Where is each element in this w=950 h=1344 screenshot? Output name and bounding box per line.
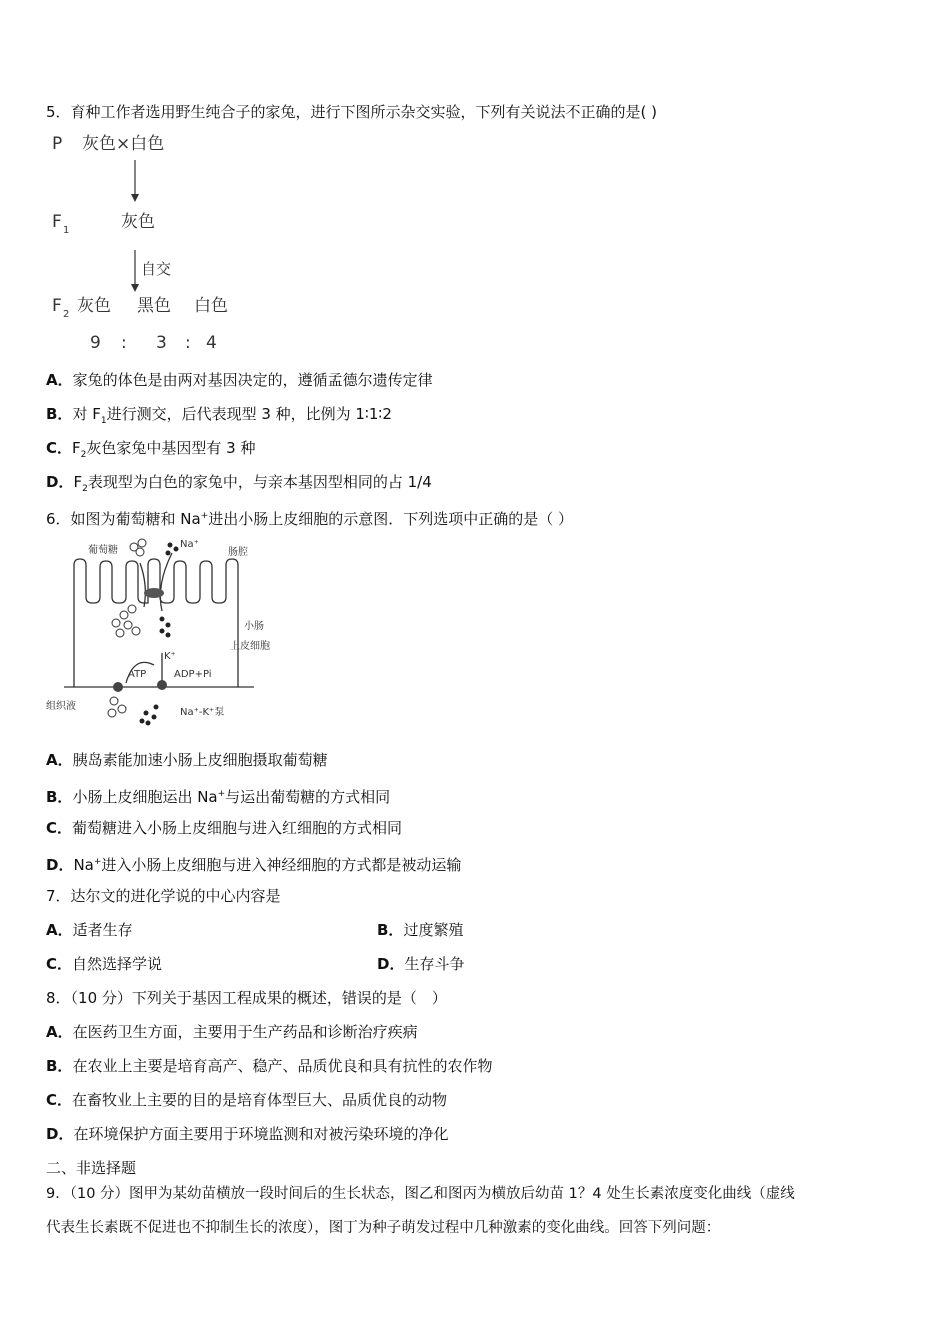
na-k-pump-icon bbox=[157, 680, 167, 690]
pump-label: Na⁺-K⁺泵 bbox=[180, 707, 225, 718]
option-letter: D． bbox=[46, 856, 74, 874]
ratio-9: 9 bbox=[90, 333, 101, 353]
q9-line-2: 代表生长素既不促进也不抑制生长的浓度），图丁为种子萌发过程中几种激素的变化曲线。回答下列问题： bbox=[46, 1220, 721, 1236]
ratio-sep-1: : bbox=[121, 333, 127, 353]
option-letter: C． bbox=[46, 1091, 73, 1109]
option-text-rest: 进行测交，后代表现型 3 种，比例为 1∶1∶2 bbox=[106, 405, 392, 423]
superscript: + bbox=[93, 857, 102, 867]
option-text: 葡萄糖进入小肠上皮细胞与进入红细胞的方式相同 bbox=[72, 819, 403, 837]
q7-stem: 7．达尔文的进化学说的中心内容是 bbox=[46, 887, 281, 905]
q6-option-b[interactable] bbox=[46, 784, 390, 807]
option-text-rest: 表现型为白色的家兔中，与亲本基因型相同的占 1/4 bbox=[87, 473, 432, 491]
stem-text: 6．如图为葡萄糖和 Na bbox=[46, 510, 201, 528]
arrow-head-2 bbox=[131, 284, 139, 292]
f2-sub: 2 bbox=[63, 309, 70, 320]
q8-stem: 8．（10 分）下列关于基因工程成果的概述，错误的是（ ） bbox=[46, 989, 447, 1007]
q7-option-a[interactable] bbox=[46, 920, 133, 940]
option-letter: B． bbox=[46, 1057, 73, 1075]
k-label: K⁺ bbox=[164, 651, 176, 662]
glucose-carrier-icon bbox=[113, 682, 123, 692]
option-text: F bbox=[72, 439, 81, 457]
f2-phenotype-white: 白色 bbox=[194, 296, 228, 316]
p-label: P bbox=[52, 134, 63, 154]
f1-phenotype: 灰色 bbox=[121, 212, 155, 232]
option-text: 自然选择学说 bbox=[72, 955, 163, 973]
option-letter: C． bbox=[46, 955, 73, 973]
option-letter: B． bbox=[46, 788, 73, 806]
option-letter: A． bbox=[46, 371, 73, 389]
q8-option-c[interactable] bbox=[46, 1090, 447, 1110]
q6-option-a[interactable] bbox=[46, 750, 328, 770]
q8-option-b[interactable] bbox=[46, 1056, 492, 1076]
option-text: 适者生存 bbox=[72, 921, 133, 939]
adp-label: ADP+Pi bbox=[174, 669, 212, 680]
option-letter: B． bbox=[377, 921, 404, 939]
option-text: 小肠上皮细胞运出 Na bbox=[72, 788, 218, 806]
p-cross: 灰色×白色 bbox=[82, 134, 165, 154]
atp-label: ATP bbox=[128, 669, 147, 680]
q9-line-1: 9．（10 分）图甲为某幼苗横放一段时间后的生长状态，图乙和图丙为横放后幼苗 1？4 处生长素浓度变化曲线（虚线 bbox=[46, 1186, 795, 1202]
glucose-arrow bbox=[140, 563, 145, 607]
subscript: 2 bbox=[82, 484, 88, 494]
superscript: + bbox=[200, 511, 209, 521]
q5-option-c[interactable] bbox=[46, 438, 255, 465]
option-text-rest: 灰色家兔中基因型有 3 种 bbox=[86, 439, 256, 457]
option-letter: D． bbox=[46, 1125, 74, 1143]
tissue-fluid-label: 组织液 bbox=[46, 701, 76, 712]
option-text: 在农业上主要是培育高产、稳产、品质优良和具有抗性的农作物 bbox=[72, 1057, 493, 1075]
subscript: 2 bbox=[80, 450, 87, 460]
apical-membrane bbox=[74, 559, 238, 687]
option-text: 在医药卫生方面，主要用于生产药品和诊断治疗疾病 bbox=[72, 1023, 418, 1041]
q6-option-d[interactable] bbox=[46, 852, 461, 875]
ratio-sep-2: : bbox=[185, 333, 191, 353]
option-letter: D． bbox=[377, 955, 405, 973]
q6-stem bbox=[46, 506, 573, 529]
arrow-head-1 bbox=[131, 194, 139, 202]
glucose-label: 葡萄糖 bbox=[88, 545, 118, 556]
option-text: F bbox=[73, 473, 83, 491]
subscript: 1 bbox=[100, 416, 107, 426]
na-label: Na⁺ bbox=[180, 539, 199, 550]
q7-option-c[interactable] bbox=[46, 954, 162, 974]
option-letter: A． bbox=[46, 751, 73, 769]
f2-phenotype-black: 黑色 bbox=[137, 296, 171, 316]
option-text-rest: 与运出葡萄糖的方式相同 bbox=[225, 788, 391, 806]
self-cross-label: 自交 bbox=[141, 260, 172, 278]
f1-sub: 1 bbox=[63, 225, 70, 236]
cell-label-1: 小肠 bbox=[244, 621, 264, 632]
option-letter: C． bbox=[46, 439, 73, 457]
option-text: 对 F bbox=[72, 405, 101, 423]
f2-phenotype-gray: 灰色 bbox=[77, 296, 111, 316]
section-heading: 二、非选择题 bbox=[46, 1159, 137, 1177]
option-text: 生存斗争 bbox=[404, 955, 465, 973]
f2-label: F bbox=[52, 296, 62, 316]
q5-option-d[interactable] bbox=[46, 472, 432, 499]
q6-option-c[interactable] bbox=[46, 818, 402, 838]
f1-label: F bbox=[52, 212, 62, 232]
option-text-rest: 进入小肠上皮细胞与进入神经细胞的方式都是被动运输 bbox=[101, 856, 462, 874]
q5-stem: 5．育种工作者选用野生纯合子的家兔，进行下图所示杂交实验，下列有关说法不正确的是( ) bbox=[46, 103, 658, 121]
option-letter: C． bbox=[46, 819, 73, 837]
option-letter: B． bbox=[46, 405, 73, 423]
option-text: 在环境保护方面主要用于环境监测和对被污染环境的净化 bbox=[73, 1125, 449, 1143]
option-text: 在畜牧业上主要的目的是培育体型巨大、品质优良的动物 bbox=[72, 1091, 448, 1109]
option-letter: A． bbox=[46, 1023, 73, 1041]
q5-cross-diagram bbox=[46, 128, 246, 358]
q7-option-b[interactable] bbox=[377, 920, 463, 940]
q7-option-d[interactable] bbox=[377, 954, 464, 974]
cell-label-2: 上皮细胞 bbox=[230, 641, 270, 652]
option-text: 过度繁殖 bbox=[403, 921, 464, 939]
q6-cell-diagram bbox=[44, 535, 284, 735]
q8-option-d[interactable] bbox=[46, 1124, 448, 1144]
option-letter: A． bbox=[46, 921, 73, 939]
ratio-3: 3 bbox=[156, 333, 167, 353]
ratio-4: 4 bbox=[206, 333, 217, 353]
option-text: 胰岛素能加速小肠上皮细胞摄取葡萄糖 bbox=[72, 751, 328, 769]
option-letter: D． bbox=[46, 473, 74, 491]
stem-text-rest: 进出小肠上皮细胞的示意图．下列选项中正确的是（ ） bbox=[208, 510, 574, 528]
cotransporter bbox=[144, 588, 164, 598]
option-text: 家兔的体色是由两对基因决定的，遵循孟德尔遗传定律 bbox=[72, 371, 433, 389]
superscript: + bbox=[217, 789, 226, 799]
q5-option-b[interactable] bbox=[46, 404, 392, 431]
q8-option-a[interactable] bbox=[46, 1022, 418, 1042]
option-text: Na bbox=[73, 856, 94, 874]
q5-option-a[interactable] bbox=[46, 370, 433, 390]
lumen-label: 肠腔 bbox=[228, 547, 248, 558]
